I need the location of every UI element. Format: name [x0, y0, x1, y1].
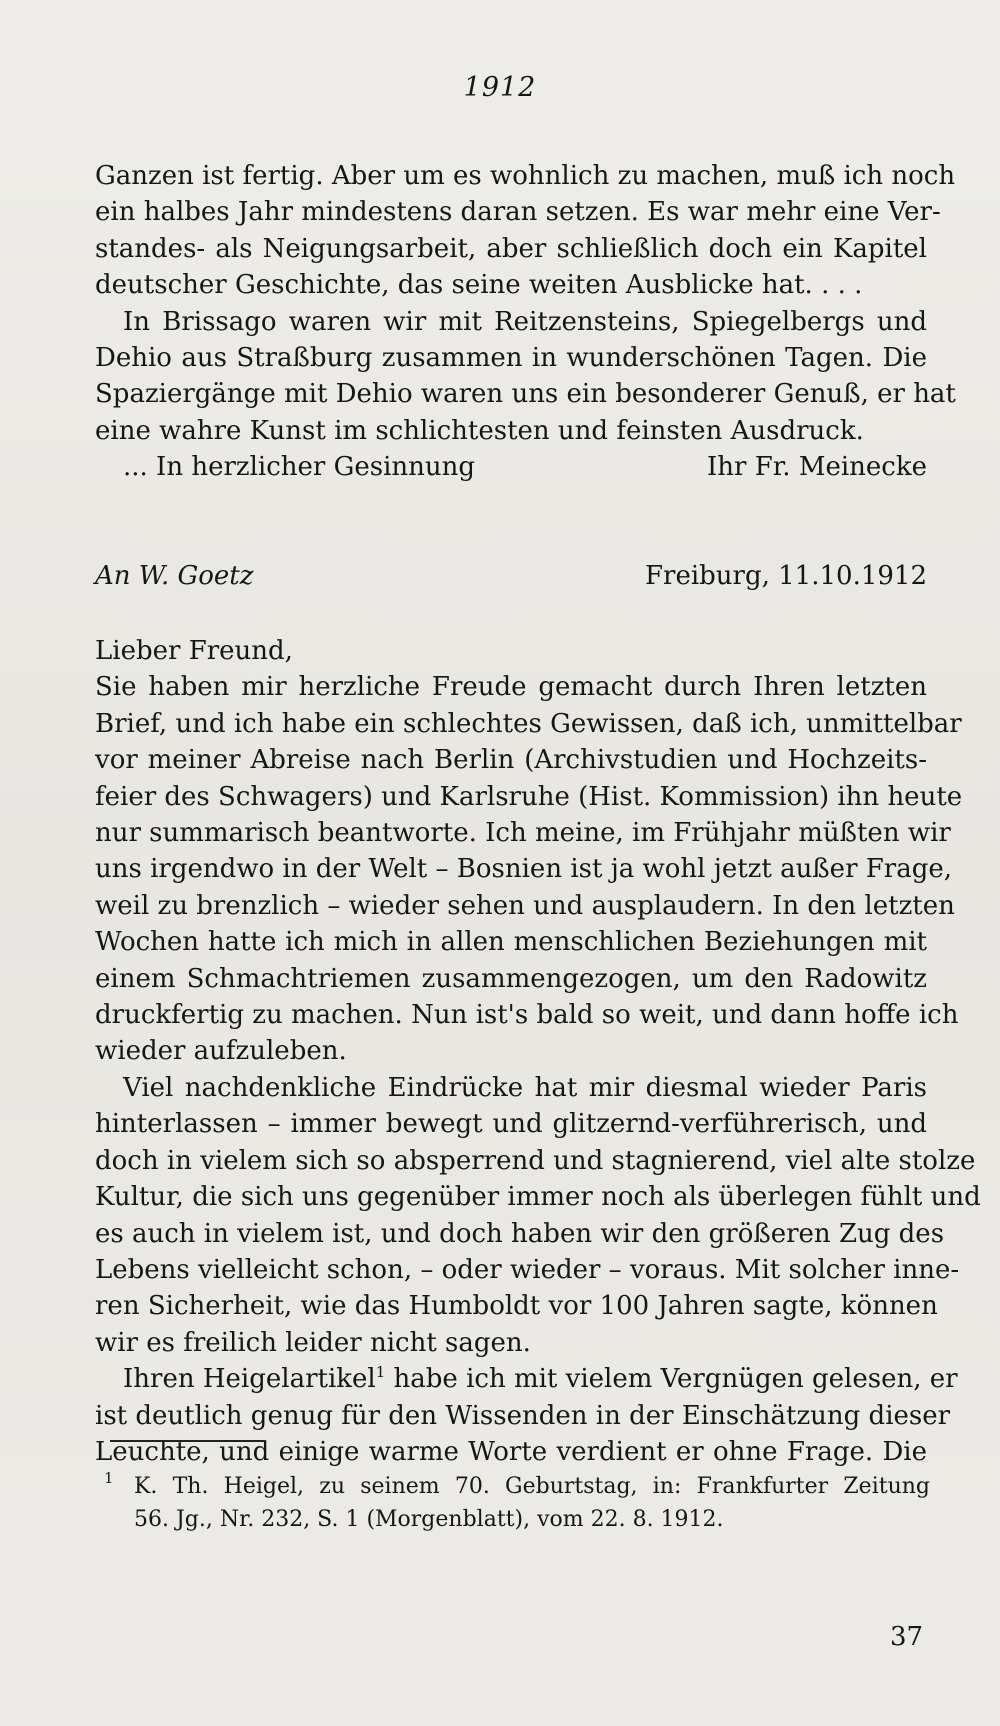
text-line: Leuchte, und einige warme Worte verdient er ohne Frage. Die [95, 1436, 927, 1467]
text-fragment: Ihren Heigelartikel [123, 1364, 376, 1395]
text-line: Kultur, die sich uns gegenüber immer noch als überlegen fühlt und [95, 1182, 981, 1213]
text-line: wieder aufzuleben. [95, 1036, 347, 1067]
signature: Ihr Fr. Meinecke [706, 452, 927, 483]
text-line: ein halbes Jahr mindestens daran setzen. Es war mehr eine Ver- [95, 197, 941, 228]
text-line: deutscher Geschichte, das seine weiten Ausblicke hat. . . . [95, 270, 863, 301]
running-head-year: 1912 [463, 72, 537, 103]
text-line: Spaziergänge mit Dehio waren uns ein besonderer Genuß, er hat [95, 379, 956, 410]
letter-2-body [95, 633, 981, 1470]
footnote-marker: 1 [104, 1469, 114, 1487]
text-line: In Brissago waren wir mit Reitzensteins, Spiegelbergs und [123, 306, 927, 337]
footnote-reference: 1 [375, 1363, 386, 1382]
place-date: Freiburg, 11.10.1912 [644, 561, 927, 591]
text-line: weil zu brenzlich – wieder sehen und ausplaudern. In den letzten [95, 890, 955, 921]
salutation: Lieber Freund, [95, 636, 293, 666]
text-line: uns irgendwo in der Welt – Bosnien ist ja wohl jetzt außer Frage, [95, 854, 953, 885]
text-line: Viel nachdenkliche Eindrücke hat mir diesmal wieder Paris [123, 1072, 927, 1103]
text-line: vor meiner Abreise nach Berlin (Archivstudien und Hochzeits- [95, 745, 927, 776]
text-line: feier des Schwagers) und Karlsruhe (Hist. Kommission) ihn heute [95, 781, 963, 812]
text-line: einem Schmachtriemen zusammengezogen, um den Radowitz [95, 963, 927, 994]
letter-1-closing [95, 449, 927, 485]
text-line: eine wahre Kunst im schlichtesten und feinsten Ausdruck. [95, 415, 864, 446]
footnote-line: 56. Jg., Nr. 232, S. 1 (Morgenblatt), vom 22. 8. 1912. [134, 1507, 724, 1532]
text-line: es auch in vielem ist, und doch haben wir den größeren Zug des [95, 1218, 945, 1249]
footnote-line: K. Th. Heigel, zu seinem 70. Geburtstag, in: Frankfurter Zeitung [134, 1474, 930, 1499]
footnote [104, 1470, 930, 1536]
footnote-rule [110, 1440, 264, 1442]
closing-phrase: ... In herzlicher Gesinnung [123, 452, 476, 483]
text-line: wir es freilich leider nicht sagen. [95, 1327, 531, 1358]
text-line: doch in vielem sich so absperrend und stagnierend, viel alte stolze [95, 1145, 976, 1176]
text-line-with-footnote-ref [95, 1361, 958, 1397]
text-line: Wochen hatte ich mich in allen menschlichen Beziehungen mit [95, 927, 927, 958]
text-line: Dehio aus Straßburg zusammen in wunderschönen Tagen. Die [95, 343, 927, 374]
text-line: nur summarisch beantworte. Ich meine, im Frühjahr müßten wir [95, 818, 951, 849]
page-number: 37 [890, 1622, 924, 1652]
letter-2-heading [95, 561, 927, 591]
text-line: hinterlassen – immer bewegt und glitzernd-verführerisch, und [95, 1109, 927, 1140]
text-line: ist deutlich genug für den Wissenden in der Einschätzung dieser [95, 1400, 951, 1431]
text-line: Sie haben mir herzliche Freude gemacht durch Ihren letzten [95, 672, 927, 703]
text-fragment: habe ich mit vielem Vergnügen gelesen, er [385, 1364, 958, 1395]
text-line: Brief, und ich habe ein schlechtes Gewissen, daß ich, unmittelbar [95, 708, 962, 739]
text-line: ren Sicherheit, wie das Humboldt vor 100 Jahren sagte, können [95, 1291, 938, 1322]
text-line: standes- als Neigungsarbeit, aber schließlich doch ein Kapitel [95, 233, 927, 264]
recipient: An W. Goetz [95, 561, 254, 591]
text-line: Ganzen ist fertig. Aber um es wohnlich zu machen, muß ich noch [95, 161, 956, 191]
letter-1-body [95, 158, 956, 486]
text-line: druckfertig zu machen. Nun ist's bald so weit, und dann hoffe ich [95, 1000, 959, 1031]
text-line: Lebens vielleicht schon, – oder wieder – voraus. Mit solcher inne- [95, 1254, 960, 1285]
